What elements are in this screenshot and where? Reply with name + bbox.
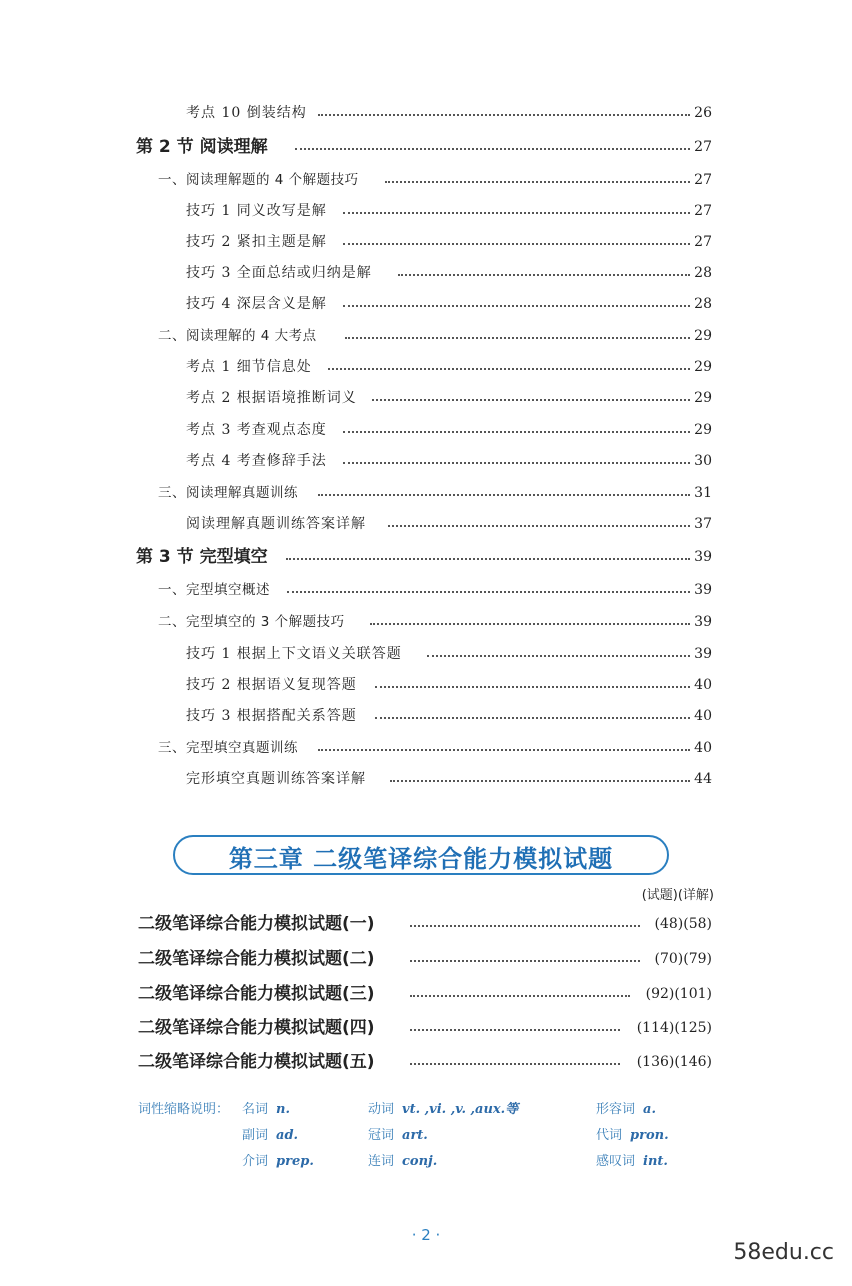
toc-item[interactable]: 三、阅读理解真题训练 31 (158, 485, 712, 501)
toc-item[interactable]: 考点 4 考查修辞手法 30 (186, 453, 712, 469)
abbr-item: 冠词 art. (368, 1128, 428, 1143)
toc-item[interactable]: 考点 10 倒装结构 26 (186, 105, 712, 121)
chapter-banner (173, 835, 669, 875)
chapter-title: 第三章 二级笔译综合能力模拟试题 (228, 844, 614, 873)
toc-item[interactable]: 二、完型填空的 3 个解题技巧 39 (158, 614, 712, 630)
abbr-item: 名词 n. (242, 1102, 290, 1117)
mock-test-item[interactable]: 二级笔译综合能力模拟试题(五) (136)(146) (138, 1052, 712, 1072)
abbr-item: 代词 pron. (596, 1128, 669, 1143)
abbr-item: 形容词 a. (596, 1102, 656, 1117)
mock-test-item[interactable]: 二级笔译综合能力模拟试题(四) (114)(125) (138, 1018, 712, 1038)
toc-section[interactable]: 第 2 节 阅读理解 27 (136, 137, 712, 157)
abbr-item: 副词 ad. (242, 1128, 299, 1143)
watermark: 58edu.cc (733, 1240, 834, 1265)
toc-item[interactable]: 二、阅读理解的 4 大考点 29 (158, 328, 712, 344)
toc-item[interactable]: 阅读理解真题训练答案详解 37 (186, 516, 712, 532)
toc-item[interactable]: 技巧 2 紧扣主题是解 27 (186, 234, 712, 250)
toc-item[interactable]: 技巧 3 根据搭配关系答题 40 (186, 708, 712, 724)
abbr-item: 介词 prep. (242, 1154, 314, 1169)
toc-item[interactable]: 技巧 1 同义改写是解 27 (186, 203, 712, 219)
toc-item[interactable]: 考点 1 细节信息处 29 (186, 359, 712, 375)
column-headers: (试题)(详解) (641, 888, 714, 903)
abbr-item: 动词 vt. ,vi. ,v. ,aux.等 (368, 1102, 519, 1117)
toc-item[interactable]: 三、完型填空真题训练 40 (158, 740, 712, 756)
toc-item[interactable]: 技巧 3 全面总结或归纳是解 28 (186, 265, 712, 281)
mock-test-item[interactable]: 二级笔译综合能力模拟试题(一) (48)(58) (138, 914, 712, 934)
toc-item[interactable]: 技巧 4 深层含义是解 28 (186, 296, 712, 312)
toc-item[interactable]: 完形填空真题训练答案详解 44 (186, 771, 712, 787)
toc-item[interactable]: 一、阅读理解题的 4 个解题技巧 27 (158, 172, 712, 188)
toc-item[interactable]: 一、完型填空概述 39 (158, 582, 712, 598)
toc-item[interactable]: 考点 3 考查观点态度 29 (186, 422, 712, 438)
toc-item[interactable]: 技巧 1 根据上下文语义关联答题 39 (186, 646, 712, 662)
page-number: · 2 · (411, 1226, 441, 1244)
mock-test-item[interactable]: 二级笔译综合能力模拟试题(二) (70)(79) (138, 949, 712, 969)
mock-test-item[interactable]: 二级笔译综合能力模拟试题(三) (92)(101) (138, 984, 712, 1004)
toc-item[interactable]: 考点 2 根据语境推断词义 29 (186, 390, 712, 406)
toc-section[interactable]: 第 3 节 完型填空 39 (136, 547, 712, 567)
toc-item[interactable]: 技巧 2 根据语义复现答题 40 (186, 677, 712, 693)
abbr-item: 感叹词 int. (596, 1154, 668, 1169)
abbreviation-title: 词性缩略说明： (138, 1102, 230, 1117)
abbr-item: 连词 conj. (368, 1154, 438, 1169)
